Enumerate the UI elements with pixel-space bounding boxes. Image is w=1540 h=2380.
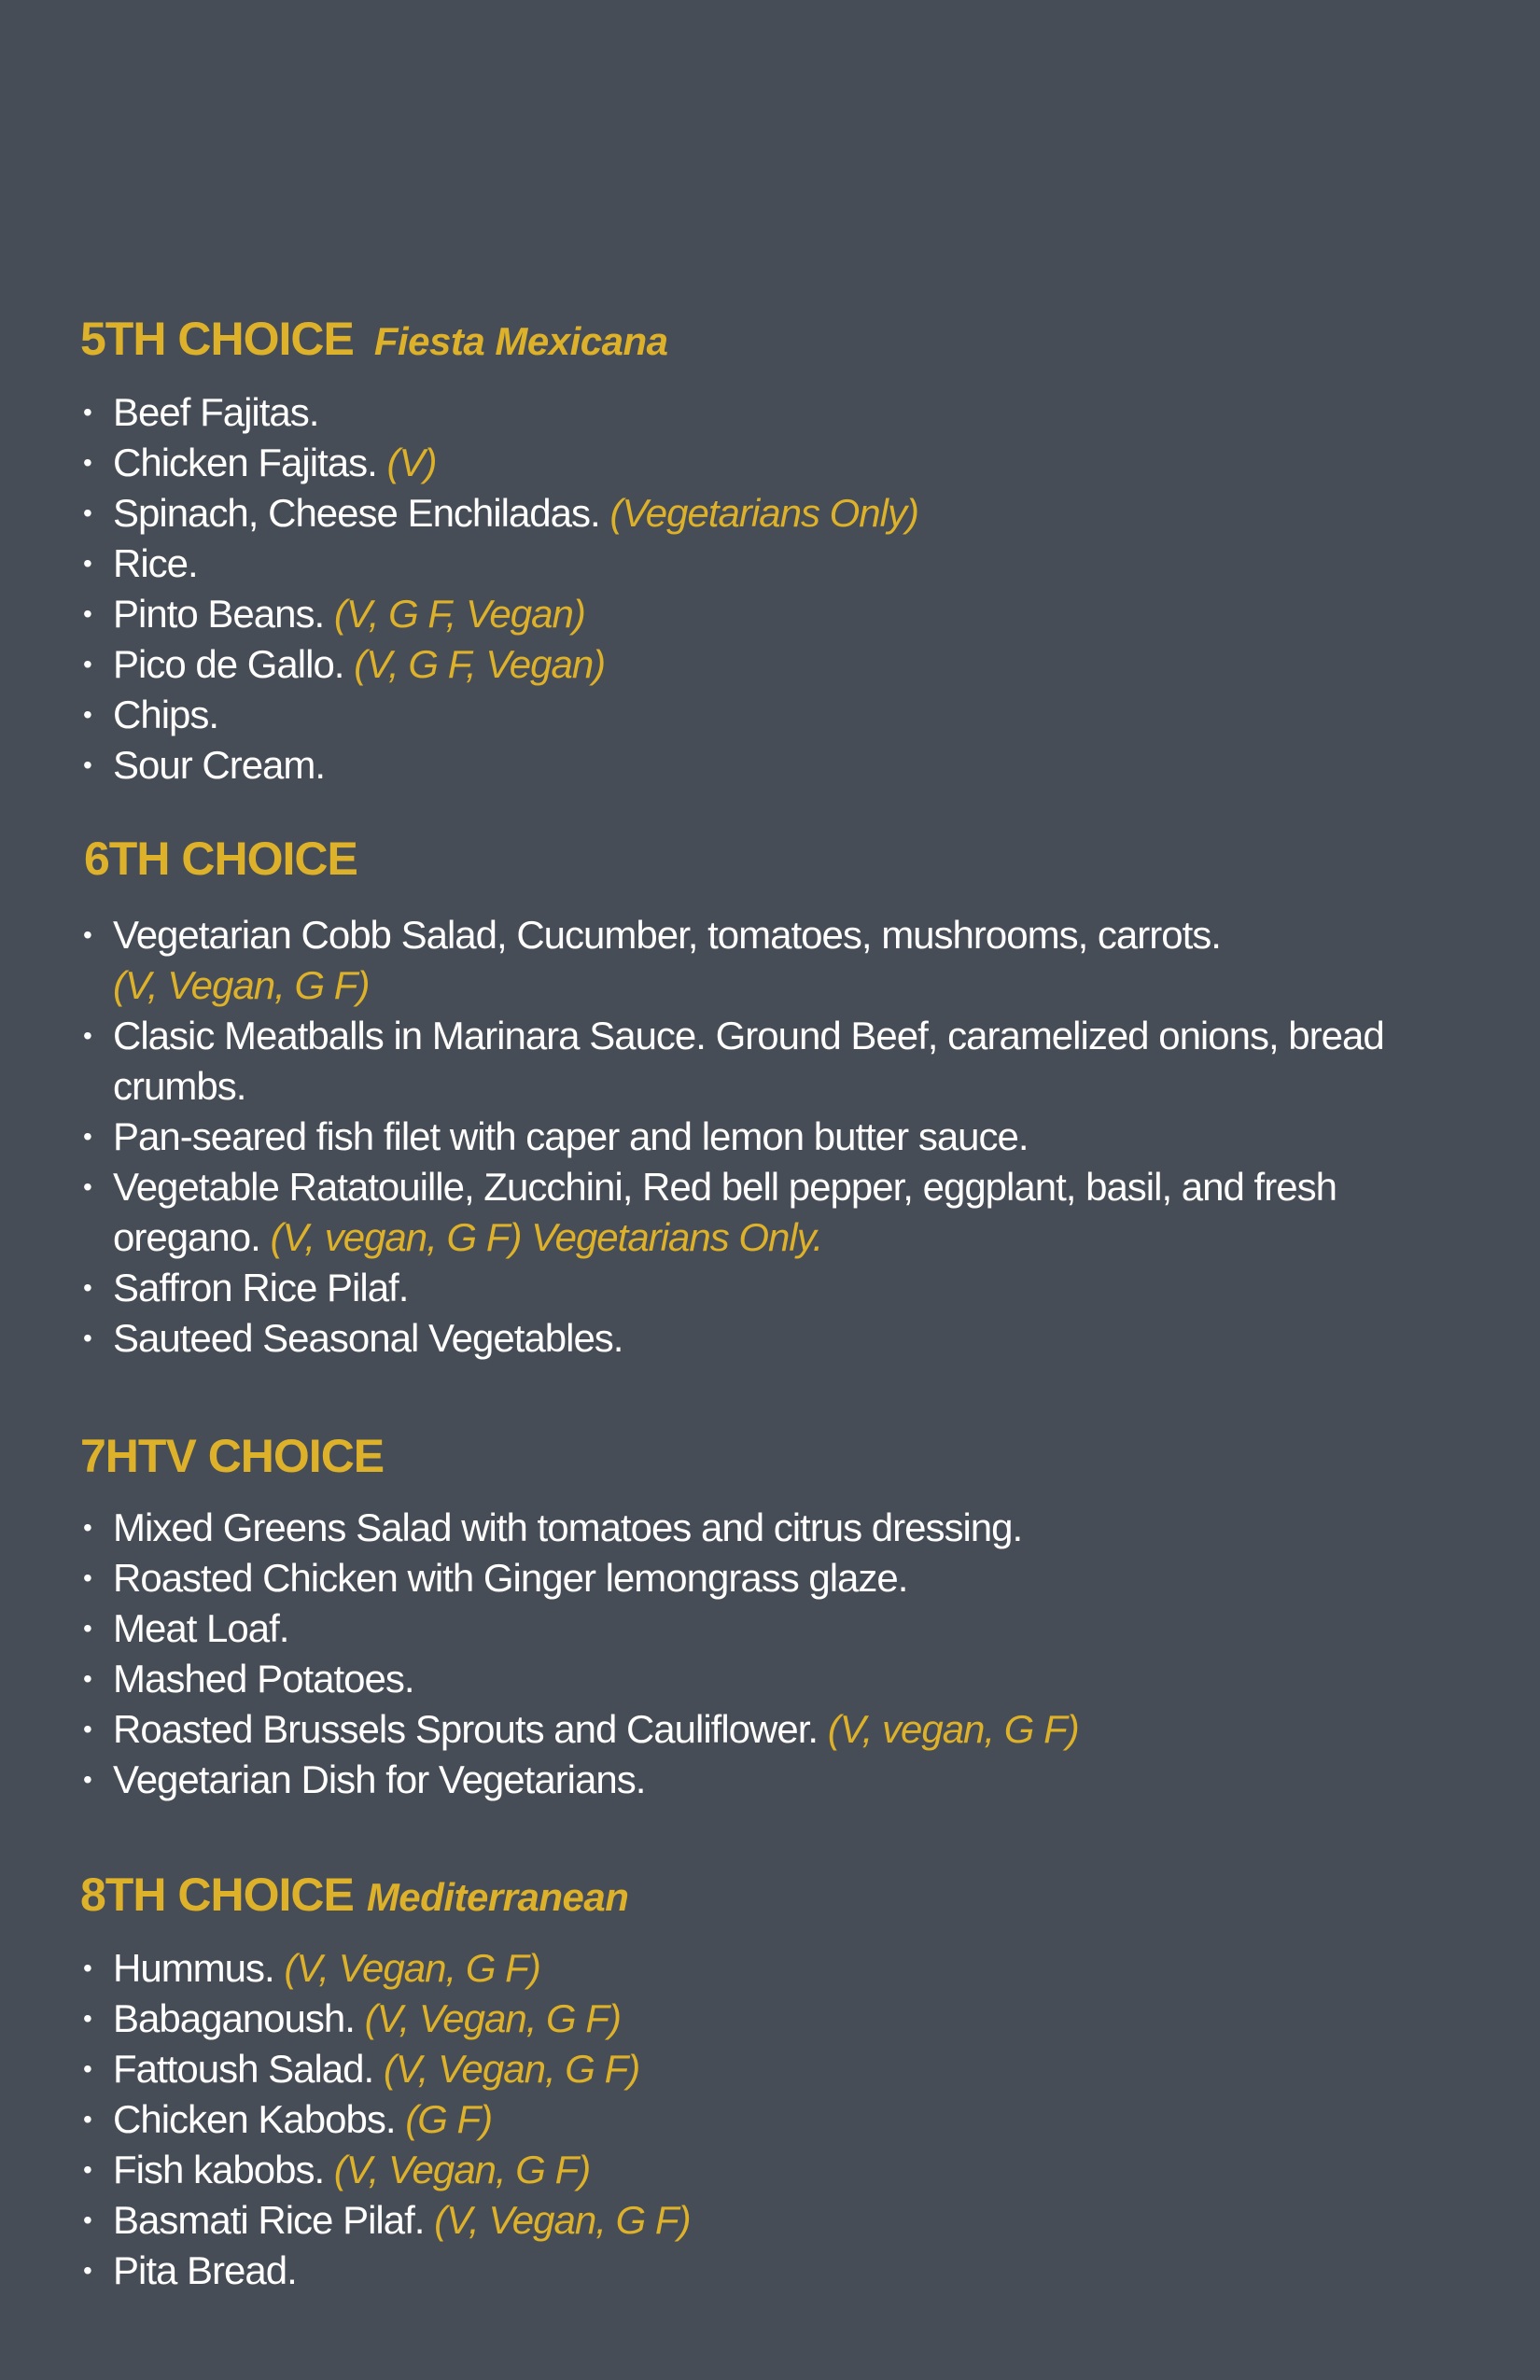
dietary-tag: (V, vegan, G F) xyxy=(827,1707,1079,1751)
item-text: Chips. xyxy=(113,693,219,736)
bullet-icon: • xyxy=(83,2004,91,2033)
item-text: Meat Loaf. xyxy=(113,1606,289,1650)
bullet-icon: • xyxy=(83,1614,91,1643)
section-subtitle: Fiesta Mexicana xyxy=(373,319,668,363)
dietary-tag: (V, Vegan, G F) xyxy=(383,2047,640,2091)
menu-item-list xyxy=(0,910,1466,1364)
list-item xyxy=(0,1654,1466,1704)
dietary-tag: (V, G F, Vegan) xyxy=(333,592,585,636)
bullet-icon: • xyxy=(83,2105,91,2134)
item-text: Spinach, Cheese Enchiladas. xyxy=(113,491,600,535)
list-item xyxy=(0,2195,1466,2246)
bullet-icon: • xyxy=(83,1563,91,1592)
section-heading xyxy=(80,1430,385,1482)
list-item xyxy=(0,1603,1466,1654)
item-text: Pinto Beans. xyxy=(113,592,325,636)
dietary-tag: (V, G F, Vegan) xyxy=(354,642,606,686)
item-text: Roasted Brussels Sprouts and Cauliflower. xyxy=(113,1707,819,1751)
list-item xyxy=(0,1704,1466,1755)
item-text: Pita Bread. xyxy=(113,2248,297,2292)
bullet-icon: • xyxy=(83,2155,91,2184)
section-subtitle: Mediterranean xyxy=(366,1875,629,1919)
item-text: Mixed Greens Salad with tomatoes and citrus dressing. xyxy=(113,1505,1023,1549)
list-item xyxy=(0,2094,1466,2145)
list-item xyxy=(0,1503,1466,1553)
bullet-icon: • xyxy=(83,599,91,628)
section-heading xyxy=(80,313,668,365)
bullet-icon: • xyxy=(83,1953,91,1982)
bullet-icon: • xyxy=(83,1715,91,1743)
item-text: Sauteed Seasonal Vegetables. xyxy=(113,1316,623,1360)
item-text: Beef Fajitas. xyxy=(113,390,319,434)
item-text: Pan-seared fish filet with caper and lemon butter sauce. xyxy=(113,1114,1029,1158)
bullet-icon: • xyxy=(83,650,91,679)
dietary-tag: (V, Vegan, G F) xyxy=(364,1996,622,2040)
item-text: Rice. xyxy=(113,541,198,585)
item-text: Pico de Gallo. xyxy=(113,642,344,686)
item-text: Sour Cream. xyxy=(113,743,326,787)
dietary-tag: (V, Vegan, G F) xyxy=(333,2148,591,2191)
bullet-icon: • xyxy=(83,2054,91,2083)
dietary-tag: (G F) xyxy=(405,2097,493,2141)
item-text: Saffron Rice Pilaf. xyxy=(113,1266,409,1309)
bullet-icon: • xyxy=(83,448,91,477)
list-item xyxy=(0,438,1466,488)
bullet-icon: • xyxy=(83,2256,91,2285)
list-item xyxy=(0,589,1466,639)
list-item xyxy=(0,1755,1466,1805)
list-item xyxy=(0,1162,1466,1263)
bullet-icon: • xyxy=(83,498,91,527)
list-item xyxy=(0,910,1466,1011)
item-text: Roasted Chicken with Ginger lemongrass glaze. xyxy=(113,1556,908,1600)
item-text: Babaganoush. xyxy=(113,1996,355,2040)
list-item xyxy=(0,1553,1466,1603)
section-heading xyxy=(80,1869,629,1921)
list-item xyxy=(0,1263,1466,1313)
list-item xyxy=(0,2044,1466,2094)
bullet-icon: • xyxy=(83,1664,91,1693)
item-text: Chicken Fajitas. xyxy=(113,441,377,484)
dietary-tag: (Vegetarians Only) xyxy=(609,491,918,535)
item-text: Chicken Kabobs. xyxy=(113,2097,396,2141)
list-item xyxy=(0,690,1466,740)
item-text: Basmati Rice Pilaf. xyxy=(113,2198,425,2242)
section-title: 8TH CHOICE xyxy=(80,1869,354,1921)
list-item xyxy=(0,1313,1466,1364)
section-title: 6TH CHOICE xyxy=(84,833,357,885)
bullet-icon: • xyxy=(83,1323,91,1352)
bullet-icon: • xyxy=(83,398,91,427)
section-title: 7HTV CHOICE xyxy=(80,1430,385,1482)
bullet-icon: • xyxy=(83,1513,91,1542)
list-item xyxy=(0,639,1466,690)
menu-item-list xyxy=(0,1943,1466,2296)
bullet-icon: • xyxy=(83,1122,91,1151)
bullet-icon: • xyxy=(83,1273,91,1302)
dietary-tag: (V, Vegan, G F) xyxy=(284,1946,540,1990)
item-text: Fish kabobs. xyxy=(113,2148,325,2191)
bullet-icon: • xyxy=(83,1021,91,1050)
bullet-icon: • xyxy=(83,750,91,779)
dietary-tag: (V, Vegan, G F) xyxy=(434,2198,691,2242)
list-item xyxy=(0,2145,1466,2195)
bullet-icon: • xyxy=(83,700,91,729)
item-text: Mashed Potatoes. xyxy=(113,1657,414,1701)
section-heading xyxy=(84,833,357,885)
dietary-tag: (V, Vegan, G F) xyxy=(113,963,370,1007)
list-item xyxy=(0,1112,1466,1162)
dietary-tag: (V, vegan, G F) Vegetarians Only. xyxy=(270,1215,823,1259)
section-title: 5TH CHOICE xyxy=(80,313,354,365)
bullet-icon: • xyxy=(83,1765,91,1794)
item-text: Vegetarian Dish for Vegetarians. xyxy=(113,1757,646,1801)
bullet-icon: • xyxy=(83,920,91,949)
dietary-tag: (V) xyxy=(386,441,437,484)
item-text: Clasic Meatballs in Marinara Sauce. Ground Beef, caramelized onions, bread crumbs. xyxy=(113,1014,1384,1108)
list-item xyxy=(0,1943,1466,1994)
bullet-icon: • xyxy=(83,1172,91,1201)
list-item xyxy=(0,1994,1466,2044)
item-text: Vegetarian Cobb Salad, Cucumber, tomatoes, mushrooms, carrots. xyxy=(113,913,1221,957)
menu-item-list xyxy=(0,387,1466,791)
list-item xyxy=(0,488,1466,539)
bullet-icon: • xyxy=(83,549,91,578)
list-item xyxy=(0,387,1466,438)
list-item xyxy=(0,539,1466,589)
menu-item-list xyxy=(0,1503,1466,1805)
list-item xyxy=(0,740,1466,791)
bullet-icon: • xyxy=(83,2205,91,2234)
item-text: Hummus. xyxy=(113,1946,274,1990)
item-text: Vegetable Ratatouille, Zucchini, Red bell pepper, eggplant, basil, and fresh oregano. xyxy=(113,1165,1337,1259)
list-item xyxy=(0,1011,1466,1112)
list-item xyxy=(0,2246,1466,2296)
item-text: Fattoush Salad. xyxy=(113,2047,374,2091)
